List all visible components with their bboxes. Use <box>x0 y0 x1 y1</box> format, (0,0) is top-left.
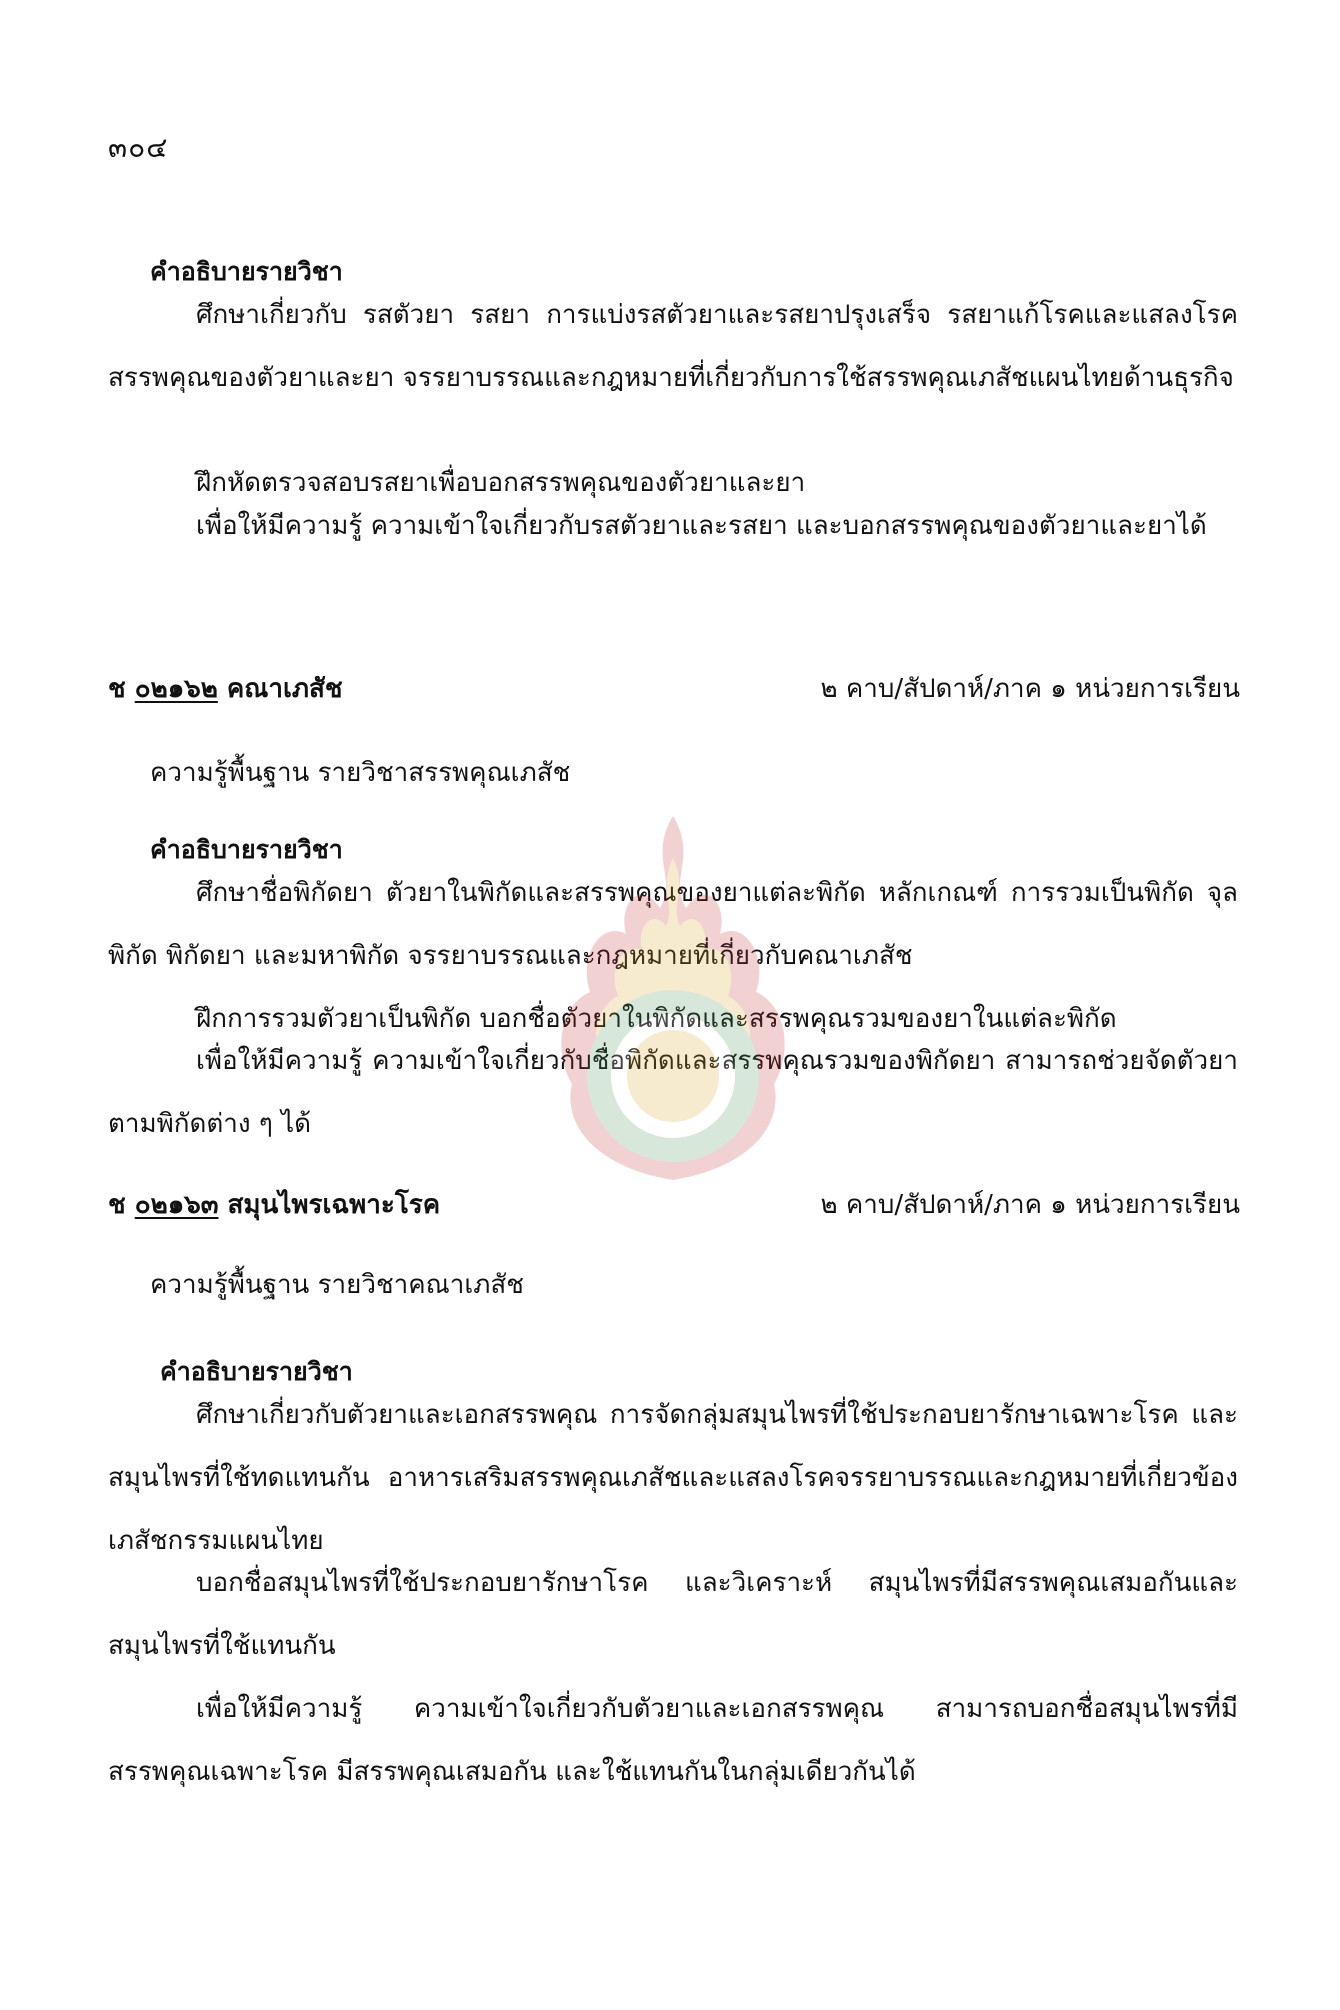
description-paragraph: ศึกษาเกี่ยวกับตัวยาและเอกสรรพคุณ การจัดกลุ่มสมุนไพรที่ใช้ประกอบยารักษาเฉพาะโรค และสมุนไพรที่ใช้ทดแทนกัน อาหารเสริมสรรพคุณเภสัชและแสลงโรคจรรยาบรรณและกฎหมายที่เกี่ยวข้องเภสัชกรรมแผนไทย <box>108 1400 1238 1556</box>
course-name: สมุนไพรเฉพาะโรค <box>218 1190 441 1220</box>
objective-paragraph: เพื่อให้มีความรู้ ความเข้าใจเกี่ยวกับรสตัวยาและรสยา และบอกสรรพคุณของตัวยาและยาได้ <box>196 511 1207 541</box>
course-prerequisite: ความรู้พื้นฐาน รายวิชาคณาเภสัช <box>150 1270 524 1300</box>
section-heading: คำอธิบายรายวิชา <box>150 257 343 286</box>
practice-paragraph: ฝึกการรวมตัวยาเป็นพิกัด บอกชื่อตัวยาในพิกัดและสรรพคุณรวมของยาในแต่ละพิกัด <box>196 1004 1117 1034</box>
section-heading: คำอธิบายรายวิชา <box>150 835 343 864</box>
objective-paragraph: เพื่อให้มีความรู้ ความเข้าใจเกี่ยวกับตัวยาและเอกสรรพคุณ สามารถบอกชื่อสมุนไพรที่มีสรรพคุณเฉพาะโรค มีสรรพคุณเสมอกัน และใช้แทนกันในกลุ่มเดียวกันได้ <box>108 1694 1238 1787</box>
practice-paragraph: บอกชื่อสมุนไพรที่ใช้ประกอบยารักษาโรค และวิเคราะห์ สมุนไพรที่มีสรรพคุณเสมอกันและสมุนไพรที่ใช้แทนกัน <box>108 1568 1238 1661</box>
course-prerequisite: ความรู้พื้นฐาน รายวิชาสรรพคุณเภสัช <box>150 758 571 788</box>
course-title <box>108 1184 440 1225</box>
course-code: ๐๒๑๖๓ <box>134 1190 219 1220</box>
description-paragraph: ศึกษาชื่อพิกัดยา ตัวยาในพิกัดและสรรพคุณของยาแต่ละพิกัด หลักเกณฑ์ การรวมเป็นพิกัด จุลพิกัด พิกัดยา และมหาพิกัด จรรยาบรรณและกฎหมายที่เกี่ยวกับคณาเภสัช <box>108 878 1238 971</box>
objective-paragraph: เพื่อให้มีความรู้ ความเข้าใจเกี่ยวกับชื่อพิกัดและสรรพคุณรวมของพิกัดยา สามารถช่วยจัดตัวยาตามพิกัดต่าง ๆ ได้ <box>108 1046 1238 1139</box>
practice-paragraph: ฝึกหัดตรวจสอบรสยาเพื่อบอกสรรพคุณของตัวยาและยา <box>196 468 806 498</box>
course-prefix: ช <box>108 674 135 704</box>
course-header <box>108 668 1240 712</box>
course-header <box>108 1184 1240 1228</box>
description-paragraph: ศึกษาเกี่ยวกับ รสตัวยา รสยา การแบ่งรสตัวยาและรสยาปรุงเสร็จ รสยาแก้โรคและแสลงโรค สรรพคุณของตัวยาและยา จรรยาบรรณและกฎหมายที่เกี่ยวกับการใช้สรรพคุณเภสัชแผนไทยด้านธุรกิจ <box>108 300 1238 393</box>
section-heading: คำอธิบายรายวิชา <box>160 1357 353 1386</box>
course-hours: ๒ คาบ/สัปดาห์/ภาค ๑ หน่วยการเรียน <box>820 674 1240 704</box>
page-number: ๓๐๔ <box>108 131 169 164</box>
course-name: คณาเภสัช <box>217 674 343 704</box>
course-title <box>108 668 343 709</box>
course-code: ๐๒๑๖๒ <box>134 674 218 704</box>
course-hours: ๒ คาบ/สัปดาห์/ภาค ๑ หน่วยการเรียน <box>820 1190 1240 1220</box>
course-prefix: ช <box>108 1190 135 1220</box>
